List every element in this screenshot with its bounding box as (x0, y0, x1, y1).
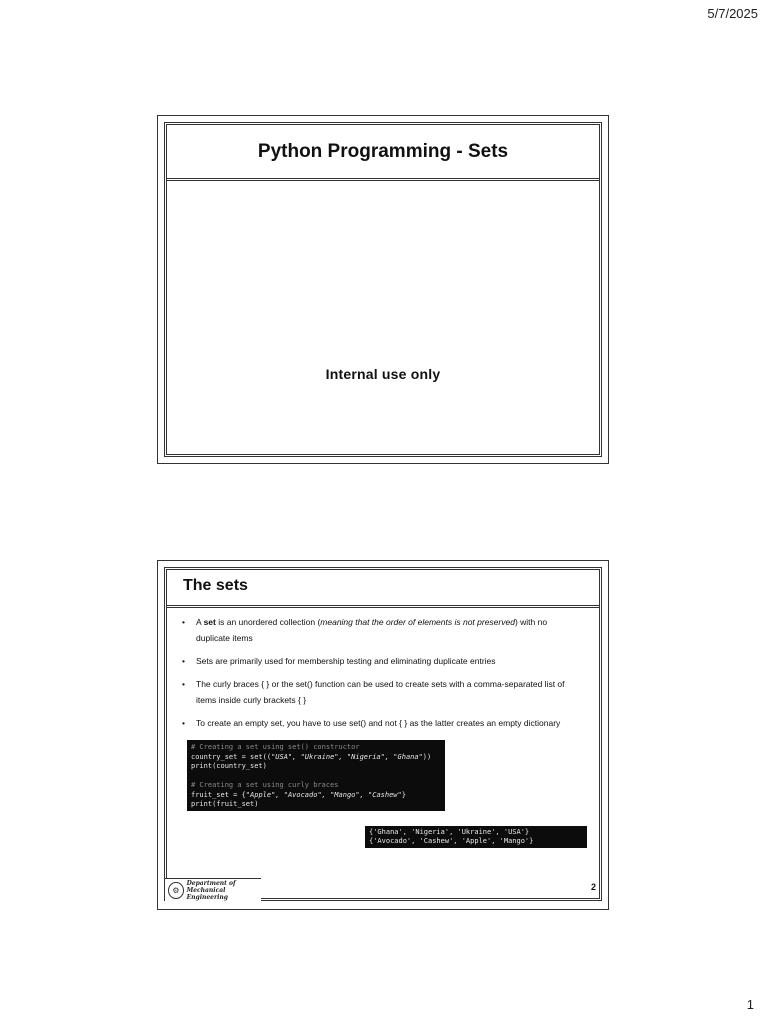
slide-1-frame (164, 122, 602, 457)
code-line: country_set = set(("USA", "Ukraine", "Nigeria", "Ghana")) (191, 752, 432, 761)
gear-emblem-icon: ⚙ (168, 882, 184, 899)
bullet-icon: • (182, 718, 185, 728)
bullet-emphasis: meaning that the order of elements is not preserved (320, 617, 515, 627)
bullet-icon: • (182, 617, 185, 627)
page-number: 1 (746, 997, 754, 1012)
slide-1-title-box (167, 125, 599, 181)
bullet-text: The curly braces { } or the set() function can be used to create sets with a comma-separated list of items inside curly brackets { } (196, 679, 565, 705)
slide-number: 2 (590, 882, 596, 892)
code-line: fruit_set = {"Apple", "Avocado", "Mango", "Cashew"} (191, 790, 406, 799)
code-line: print(country_set) (191, 762, 267, 770)
bullet-text: is an unordered collection ( (215, 617, 321, 627)
output-line: {'Ghana', 'Nigeria', 'Ukraine', 'USA'} (369, 828, 530, 836)
slide-2-title-box (167, 570, 599, 608)
bullet-text: Sets are primarily used for membership testing and eliminating duplicate entries (196, 656, 496, 666)
code-comment: # Creating a set using set() constructor (191, 743, 360, 751)
slide-1-subtitle: Internal use only (325, 366, 441, 382)
slide-1-title: Python Programming - Sets (257, 140, 509, 162)
bullet-text: To create an empty set, you have to use set() and not { } as the latter creates an empty dictionary (196, 718, 561, 728)
bullet-item (182, 653, 582, 669)
code-comment: # Creating a set using curly braces (191, 781, 339, 789)
bullet-icon: • (182, 679, 185, 689)
department-name: Department of Mechanical Engineering (186, 879, 236, 901)
bullet-keyword: set (203, 617, 216, 627)
page-date: 5/7/2025 (707, 6, 758, 21)
code-block (187, 740, 445, 811)
bullet-item (182, 715, 582, 731)
department-logo (165, 878, 261, 901)
bullet-text: ) with no duplicate items (196, 617, 548, 643)
bullet-icon: • (182, 656, 185, 666)
slide-1 (157, 115, 609, 464)
output-line: {'Avocado', 'Cashew', 'Apple', 'Mango'} (369, 837, 534, 845)
slide-2 (157, 560, 609, 910)
slide-2-title: The sets (183, 577, 248, 594)
bullet-list (182, 614, 582, 738)
code-line: print(fruit_set) (191, 800, 259, 808)
bullet-text: A (196, 617, 204, 627)
output-block (365, 826, 587, 848)
slide-2-frame (164, 567, 602, 901)
bullet-item (182, 676, 582, 708)
bullet-item (182, 614, 582, 646)
